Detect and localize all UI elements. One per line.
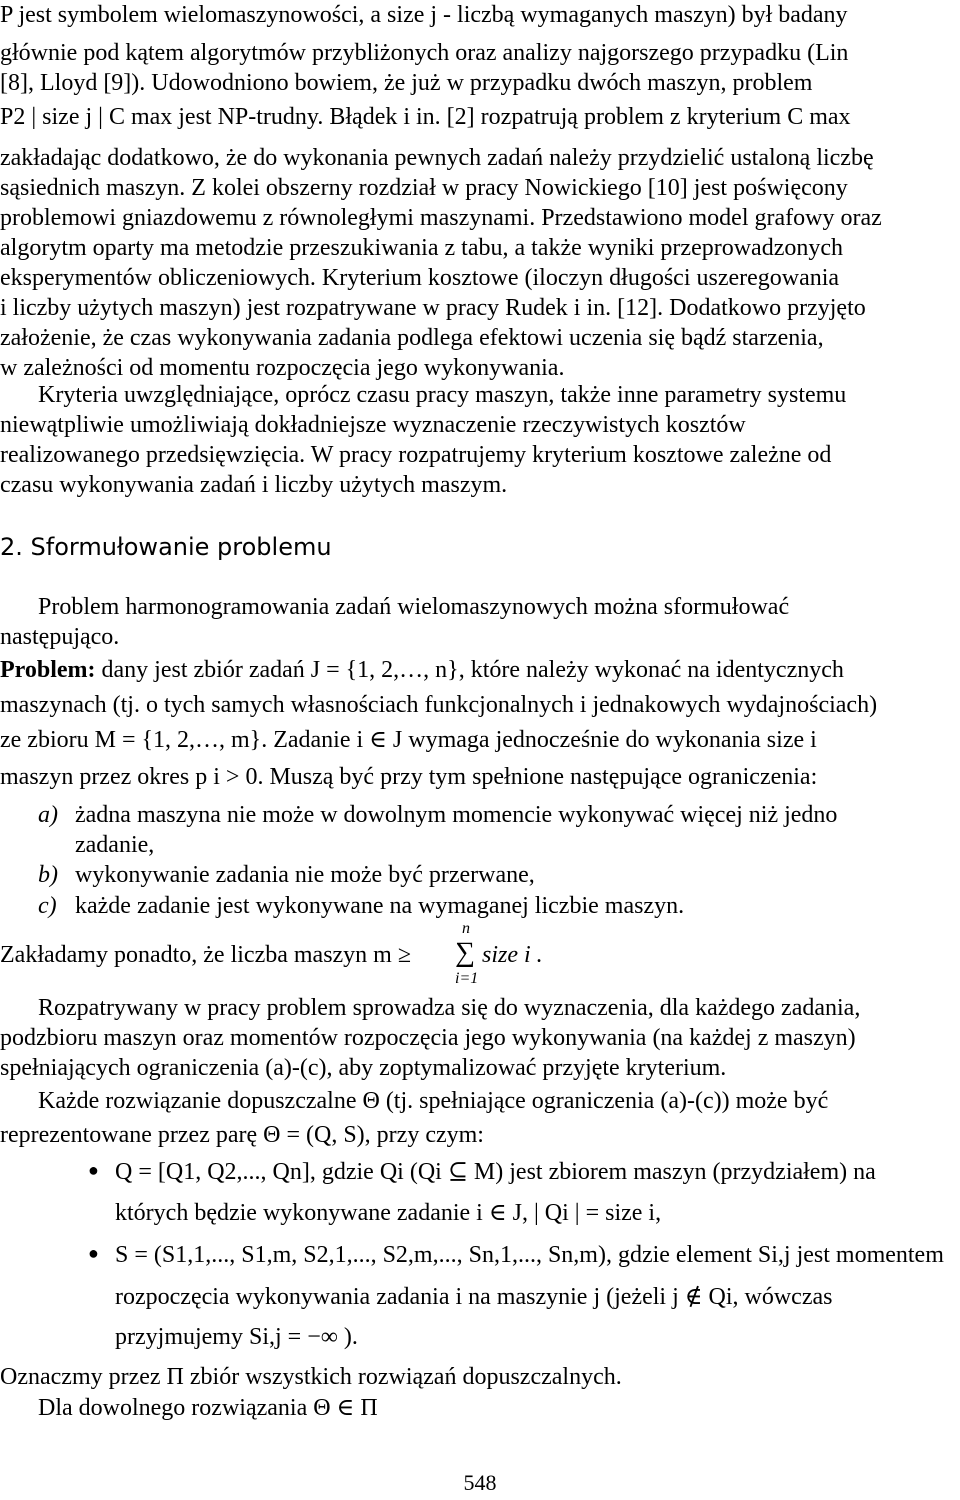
sum-lower-limit: i=1 xyxy=(455,970,479,987)
para2-line-2: niewątpliwie umożliwiają dokładniejsze wyznaczenie rzeczywistych kosztów xyxy=(0,412,746,438)
bullet-s-line-3: przyjmujemy Si,j = −∞ ). xyxy=(115,1324,358,1350)
intro-line-8: algorytm oparty ma metodzie przeszukiwania z tabu, a także wyniki przeprowadzonych xyxy=(0,235,843,261)
para3-line-2: następująco. xyxy=(0,624,120,650)
intro-line-2: głównie pod kątem algorytmów przybliżonych oraz analizy najgorszego przypadku (Lin xyxy=(0,40,849,66)
problem-label: Problem: xyxy=(0,657,96,683)
problem-line-3: ze zbioru M = {1, 2,…, m}. Zadanie i ∈ J wymaga jednocześnie do wykonania size i xyxy=(0,727,817,753)
section-heading: 2. Sformułowanie problemu xyxy=(0,533,332,561)
intro-line-1: P jest symbolem wielomaszynowości, a size j - liczbą wymaganych maszyn) był badany xyxy=(0,2,848,28)
constraint-a-label: a) xyxy=(38,802,58,828)
constraint-a-text: żadna maszyna nie może w dowolnym momencie wykonywać więcej niż jedno xyxy=(75,802,838,828)
closing-line-2: Dla dowolnego rozwiązania Θ ∈ Π xyxy=(38,1395,378,1421)
bullet-dot-icon: ● xyxy=(88,1243,99,1263)
intro-line-3: [8], Lloyd [9]). Udowodniono bowiem, że już w przypadku dwóch maszyn, problem xyxy=(0,70,813,96)
intro-line-12: w zależności od momentu rozpoczęcia jego wykonywania. xyxy=(0,355,565,381)
para5-line-1: Każde rozwiązanie dopuszczalne Θ (tj. spełniające ograniczenia (a)-(c)) może być xyxy=(38,1088,829,1114)
sum-symbol: ∑ xyxy=(455,937,475,968)
intro-line-11: założenie, że czas wykonywania zadania podlega efektowi uczenia się bądź starzenia, xyxy=(0,325,824,351)
para2-line-1: Kryteria uwzględniające, oprócz czasu pracy maszyn, także inne parametry systemu xyxy=(38,382,847,408)
intro-line-6: sąsiednich maszyn. Z kolei obszerny rozdział w pracy Nowickiego [10] jest poświęcony xyxy=(0,175,848,201)
problem-line-2: maszynach (tj. o tych samych własnościach funkcjonalnych i jednakowych wydajnościach) xyxy=(0,692,878,718)
assumption-text: Zakładamy ponadto, że liczba maszyn m ≥ xyxy=(0,942,412,968)
bullet-s-line-2: rozpoczęcia wykonywania zadania i na maszynie j (jeżeli j ∉ Qi, wówczas xyxy=(115,1284,833,1310)
constraint-b-text: wykonywanie zadania nie może być przerwane, xyxy=(75,862,535,888)
page-number: 548 xyxy=(463,1470,497,1495)
intro-line-9: eksperymentów obliczeniowych. Kryterium kosztowe (iloczyn długości uszeregowania xyxy=(0,265,840,291)
para3-line-1: Problem harmonogramowania zadań wielomaszynowych można sformułować xyxy=(38,594,790,620)
problem-line-4: maszyn przez okres p i > 0. Muszą być przy tym spełnione następujące ograniczenia: xyxy=(0,764,818,790)
intro-line-10: i liczby użytych maszyn) jest rozpatrywane w pracy Rudek i in. [12]. Dodatkowo przyjęto xyxy=(0,295,866,321)
intro-line-5: zakładając dodatkowo, że do wykonania pewnych zadań należy przydzielić ustaloną liczbę xyxy=(0,145,874,171)
para2-line-4: czasu wykonywania zadań i liczby użytych maszym. xyxy=(0,472,508,498)
para4-line-1: Rozpatrywany w pracy problem sprowadza się do wyznaczenia, dla każdego zadania, xyxy=(38,995,861,1021)
constraint-c-text: każde zadanie jest wykonywane na wymaganej liczbie maszyn. xyxy=(75,893,685,919)
bullet-dot-icon: ● xyxy=(88,1160,99,1180)
intro-line-7: problemowi gniazdowemu z równoległymi maszynami. Przedstawiono model grafowy oraz xyxy=(0,205,882,231)
bullet-q-line-1: Q = [Q1, Q2,..., Qn], gdzie Qi (Qi ⊆ M) jest zbiorem maszyn (przydziałem) na xyxy=(115,1159,876,1185)
bullet-q-line-2: których będzie wykonywane zadanie i ∈ J, | Qi | = size i, xyxy=(115,1200,662,1226)
para4-line-2: podzbioru maszyn oraz momentów rozpoczęcia jego wykonywania (na każdej z maszyn) xyxy=(0,1025,856,1051)
constraint-b-label: b) xyxy=(38,862,58,888)
constraint-c-label: c) xyxy=(38,893,57,919)
sum-term: size i . xyxy=(482,942,543,968)
constraint-a-text2: zadanie, xyxy=(75,832,155,858)
para2-line-3: realizowanego przedsięwzięcia. W pracy rozpatrujemy kryterium kosztowe zależne od xyxy=(0,442,832,468)
sum-upper-limit: n xyxy=(462,920,470,937)
para4-line-3: spełniających ograniczenia (a)-(c), aby zoptymalizować przyjęte kryterium. xyxy=(0,1055,727,1081)
problem-line-1: Problem: dany jest zbiór zadań J = {1, 2,…, n}, które należy wykonać na identycznych xyxy=(0,657,844,683)
bullet-s-line-1: S = (S1,1,..., S1,m, S2,1,..., S2,m,..., Sn,1,..., Sn,m), gdzie element Si,j jest momentem xyxy=(115,1242,944,1268)
intro-line-4: P2 | size j | C max jest NP-trudny. Błądek i in. [2] rozpatrują problem z kryterium C max xyxy=(0,104,851,130)
para5-line-2: reprezentowane przez parę Θ = (Q, S), przy czym: xyxy=(0,1122,484,1148)
closing-line-1: Oznaczmy przez Π zbiór wszystkich rozwiązań dopuszczalnych. xyxy=(0,1364,622,1390)
